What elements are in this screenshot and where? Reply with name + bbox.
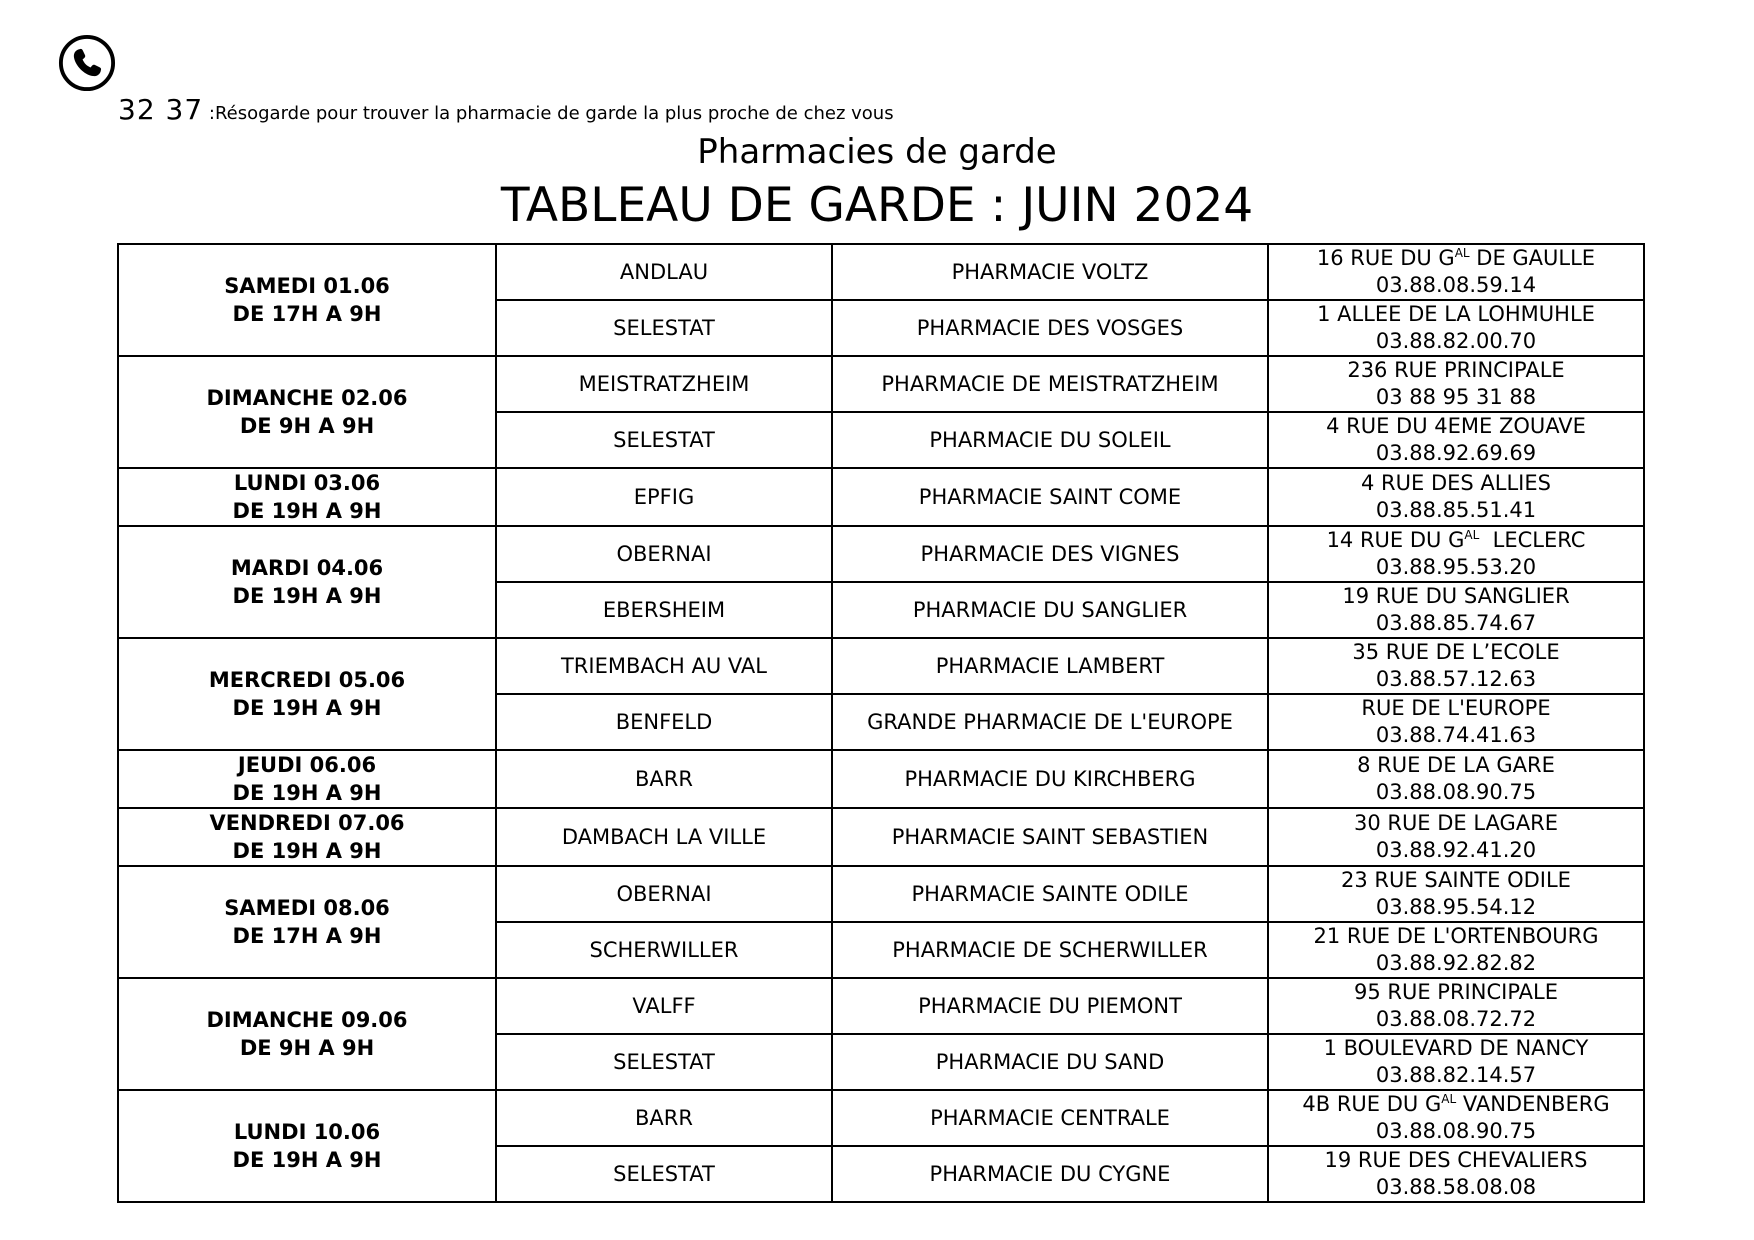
street-text-end: VANDENBERG bbox=[1456, 1092, 1610, 1116]
street-text: 16 RUE DU G bbox=[1316, 246, 1455, 270]
address-cell bbox=[1268, 356, 1644, 412]
duty-hours: DE 19H A 9H bbox=[232, 696, 382, 720]
pharmacy-name-cell: PHARMACIE CENTRALE bbox=[832, 1090, 1268, 1146]
duty-hours: DE 17H A 9H bbox=[232, 924, 382, 948]
street-address bbox=[1269, 752, 1643, 779]
phone-number: 03 88 95 31 88 bbox=[1375, 385, 1537, 409]
day-label: SAMEDI 01.06 bbox=[224, 274, 390, 298]
address-cell bbox=[1268, 978, 1644, 1034]
address-cell bbox=[1268, 694, 1644, 750]
town-cell: OBERNAI bbox=[496, 526, 832, 582]
street-address bbox=[1269, 583, 1643, 610]
pharmacy-name-cell: PHARMACIE DU SAND bbox=[832, 1034, 1268, 1090]
hotline-description: :Résogarde pour trouver la pharmacie de garde la plus proche de chez vous bbox=[203, 103, 894, 124]
day-label: MARDI 04.06 bbox=[230, 556, 384, 580]
street-superscript: AL bbox=[1441, 1092, 1457, 1106]
day-label: DIMANCHE 02.06 bbox=[206, 386, 408, 410]
page-subtitle: Pharmacies de garde bbox=[697, 132, 1057, 172]
table-row bbox=[118, 866, 1644, 922]
pharmacy-name-cell: PHARMACIE DU SANGLIER bbox=[832, 582, 1268, 638]
street-address bbox=[1269, 923, 1643, 950]
duty-hours: DE 9H A 9H bbox=[239, 1036, 375, 1060]
pharmacy-name-cell: PHARMACIE VOLTZ bbox=[832, 244, 1268, 300]
street-text: 19 RUE DES CHEVALIERS bbox=[1324, 1148, 1588, 1172]
phone-icon bbox=[58, 34, 116, 92]
duty-schedule-table bbox=[117, 243, 1645, 1203]
pharmacy-name-cell: GRANDE PHARMACIE DE L'EUROPE bbox=[832, 694, 1268, 750]
table-row bbox=[118, 356, 1644, 412]
phone-number: 03.88.95.54.12 bbox=[1375, 895, 1537, 919]
day-label: LUNDI 10.06 bbox=[233, 1120, 381, 1144]
duty-hours: DE 17H A 9H bbox=[232, 302, 382, 326]
address-cell bbox=[1268, 300, 1644, 356]
day-cell bbox=[118, 526, 496, 638]
street-superscript: AL bbox=[1454, 246, 1470, 260]
town-cell: BENFELD bbox=[496, 694, 832, 750]
address-cell bbox=[1268, 582, 1644, 638]
day-cell bbox=[118, 468, 496, 526]
town-cell: OBERNAI bbox=[496, 866, 832, 922]
town-cell: SCHERWILLER bbox=[496, 922, 832, 978]
phone-number: 03.88.74.41.63 bbox=[1375, 723, 1537, 747]
table-row bbox=[118, 526, 1644, 582]
street-address bbox=[1269, 979, 1643, 1006]
day-cell bbox=[118, 750, 496, 808]
phone-number: 03.88.82.00.70 bbox=[1375, 329, 1537, 353]
street-text: 35 RUE DE L’ECOLE bbox=[1352, 640, 1560, 664]
phone-number: 03.88.57.12.63 bbox=[1375, 667, 1537, 691]
street-text-end: LECLERC bbox=[1479, 528, 1586, 552]
day-label: DIMANCHE 09.06 bbox=[206, 1008, 408, 1032]
pharmacy-name-cell: PHARMACIE DES VOSGES bbox=[832, 300, 1268, 356]
phone-number: 03.88.95.53.20 bbox=[1375, 555, 1537, 579]
phone-number: 03.88.85.51.41 bbox=[1375, 498, 1537, 522]
address-cell bbox=[1268, 1090, 1644, 1146]
street-text: 4 RUE DU 4EME ZOUAVE bbox=[1326, 414, 1586, 438]
street-address bbox=[1269, 301, 1643, 328]
address-cell bbox=[1268, 468, 1644, 526]
address-cell bbox=[1268, 922, 1644, 978]
street-text: 8 RUE DE LA GARE bbox=[1357, 753, 1555, 777]
pharmacy-name-cell: PHARMACIE DU PIEMONT bbox=[832, 978, 1268, 1034]
phone-number: 03.88.08.90.75 bbox=[1375, 1119, 1537, 1143]
phone-number: 03.88.82.14.57 bbox=[1375, 1063, 1537, 1087]
table-row bbox=[118, 750, 1644, 808]
day-cell bbox=[118, 1090, 496, 1202]
day-cell bbox=[118, 638, 496, 750]
pharmacy-name-cell: PHARMACIE SAINTE ODILE bbox=[832, 866, 1268, 922]
street-address bbox=[1269, 810, 1643, 837]
pharmacy-name-cell: PHARMACIE DU SOLEIL bbox=[832, 412, 1268, 468]
day-cell bbox=[118, 356, 496, 468]
duty-hours: DE 9H A 9H bbox=[239, 414, 375, 438]
pharmacy-name-cell: PHARMACIE DE SCHERWILLER bbox=[832, 922, 1268, 978]
phone-number: 03.88.08.90.75 bbox=[1375, 780, 1537, 804]
street-address bbox=[1269, 413, 1643, 440]
town-cell: SELESTAT bbox=[496, 1146, 832, 1202]
address-cell bbox=[1268, 412, 1644, 468]
street-address bbox=[1269, 1147, 1643, 1174]
town-cell: MEISTRATZHEIM bbox=[496, 356, 832, 412]
pharmacy-name-cell: PHARMACIE LAMBERT bbox=[832, 638, 1268, 694]
phone-number: 03.88.92.69.69 bbox=[1375, 441, 1537, 465]
street-text: 4B RUE DU G bbox=[1302, 1092, 1442, 1116]
day-label: MERCREDI 05.06 bbox=[208, 668, 406, 692]
phone-number: 03.88.58.08.08 bbox=[1375, 1175, 1537, 1199]
town-cell: DAMBACH LA VILLE bbox=[496, 808, 832, 866]
schedule-body bbox=[118, 244, 1644, 1202]
table-row bbox=[118, 808, 1644, 866]
address-cell bbox=[1268, 866, 1644, 922]
duty-hours: DE 19H A 9H bbox=[232, 499, 382, 523]
address-cell bbox=[1268, 808, 1644, 866]
street-text: 19 RUE DU SANGLIER bbox=[1342, 584, 1570, 608]
table-row bbox=[118, 978, 1644, 1034]
pharmacy-name-cell: PHARMACIE SAINT COME bbox=[832, 468, 1268, 526]
pharmacy-name-cell: PHARMACIE SAINT SEBASTIEN bbox=[832, 808, 1268, 866]
day-label: LUNDI 03.06 bbox=[233, 471, 381, 495]
town-cell: BARR bbox=[496, 1090, 832, 1146]
address-cell bbox=[1268, 1146, 1644, 1202]
phone-number: 03.88.08.59.14 bbox=[1375, 273, 1537, 297]
street-address bbox=[1269, 527, 1643, 554]
pharmacy-name-cell: PHARMACIE DES VIGNES bbox=[832, 526, 1268, 582]
duty-hours: DE 19H A 9H bbox=[232, 584, 382, 608]
address-cell bbox=[1268, 1034, 1644, 1090]
street-text: 30 RUE DE LAGARE bbox=[1353, 811, 1559, 835]
street-text: 236 RUE PRINCIPALE bbox=[1347, 358, 1565, 382]
duty-hours: DE 19H A 9H bbox=[232, 839, 382, 863]
address-cell bbox=[1268, 638, 1644, 694]
day-cell bbox=[118, 978, 496, 1090]
table-row bbox=[118, 1090, 1644, 1146]
table-row bbox=[118, 638, 1644, 694]
page-title: TABLEAU DE GARDE : JUIN 2024 bbox=[500, 178, 1254, 233]
address-cell bbox=[1268, 750, 1644, 808]
town-cell: SELESTAT bbox=[496, 300, 832, 356]
street-text: 4 RUE DES ALLIES bbox=[1361, 471, 1551, 495]
town-cell: TRIEMBACH AU VAL bbox=[496, 638, 832, 694]
duty-hours: DE 19H A 9H bbox=[232, 1148, 382, 1172]
street-address bbox=[1269, 470, 1643, 497]
town-cell: BARR bbox=[496, 750, 832, 808]
street-address bbox=[1269, 1035, 1643, 1062]
street-text: 23 RUE SAINTE ODILE bbox=[1341, 868, 1571, 892]
pharmacy-name-cell: PHARMACIE DE MEISTRATZHEIM bbox=[832, 356, 1268, 412]
street-text: 1 ALLEE DE LA LOHMUHLE bbox=[1317, 302, 1595, 326]
street-address bbox=[1269, 245, 1643, 272]
day-cell bbox=[118, 808, 496, 866]
duty-hours: DE 19H A 9H bbox=[232, 781, 382, 805]
town-cell: VALFF bbox=[496, 978, 832, 1034]
day-label: VENDREDI 07.06 bbox=[209, 811, 405, 835]
phone-number: 03.88.92.82.82 bbox=[1375, 951, 1537, 975]
street-address bbox=[1269, 695, 1643, 722]
pharmacy-name-cell: PHARMACIE DU CYGNE bbox=[832, 1146, 1268, 1202]
day-label: SAMEDI 08.06 bbox=[224, 896, 390, 920]
table-row bbox=[118, 468, 1644, 526]
street-superscript: AL bbox=[1464, 528, 1480, 542]
table-row bbox=[118, 244, 1644, 300]
pharmacy-name-cell: PHARMACIE DU KIRCHBERG bbox=[832, 750, 1268, 808]
street-address bbox=[1269, 357, 1643, 384]
hotline-line bbox=[118, 92, 894, 132]
street-address bbox=[1269, 639, 1643, 666]
town-cell: EPFIG bbox=[496, 468, 832, 526]
town-cell: SELESTAT bbox=[496, 1034, 832, 1090]
street-text-end: DE GAULLE bbox=[1469, 246, 1596, 270]
phone-number: 03.88.85.74.67 bbox=[1375, 611, 1537, 635]
phone-number: 03.88.08.72.72 bbox=[1375, 1007, 1537, 1031]
street-address bbox=[1269, 1091, 1643, 1118]
day-cell bbox=[118, 244, 496, 356]
street-text: 95 RUE PRINCIPALE bbox=[1354, 980, 1558, 1004]
day-cell bbox=[118, 866, 496, 978]
street-text: 1 BOULEVARD DE NANCY bbox=[1323, 1036, 1589, 1060]
phone-number: 03.88.92.41.20 bbox=[1375, 838, 1537, 862]
town-cell: EBERSHEIM bbox=[496, 582, 832, 638]
town-cell: ANDLAU bbox=[496, 244, 832, 300]
street-text: 14 RUE DU G bbox=[1326, 528, 1465, 552]
hotline-number: 32 37 bbox=[118, 93, 204, 126]
street-text: RUE DE L'EUROPE bbox=[1361, 696, 1551, 720]
town-cell: SELESTAT bbox=[496, 412, 832, 468]
day-label: JEUDI 06.06 bbox=[237, 753, 377, 777]
street-text: 21 RUE DE L'ORTENBOURG bbox=[1313, 924, 1599, 948]
address-cell bbox=[1268, 526, 1644, 582]
street-address bbox=[1269, 867, 1643, 894]
address-cell bbox=[1268, 244, 1644, 300]
